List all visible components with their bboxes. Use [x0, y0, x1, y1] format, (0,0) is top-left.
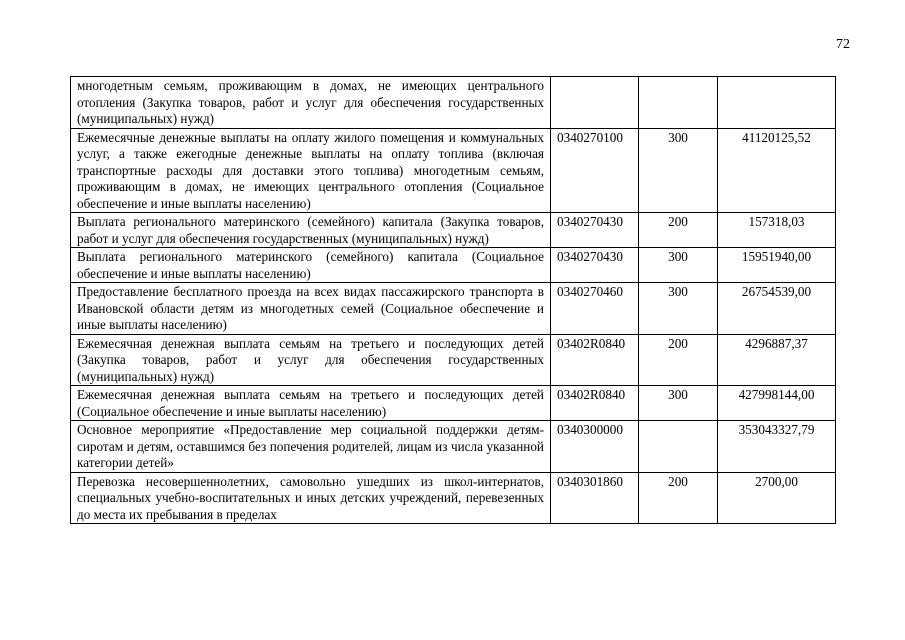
row-description: многодетным семьям, проживающим в домах, не имеющих центрального отопления (Закупка товаров, работ и услуг для обеспечения государственных (муниципальных) нужд) — [71, 77, 551, 129]
row-expense-type — [639, 77, 718, 129]
row-code: 0340270430 — [551, 213, 639, 248]
row-code: 03402R0840 — [551, 334, 639, 386]
row-expense-type: 200 — [639, 334, 718, 386]
row-expense-type: 200 — [639, 213, 718, 248]
budget-table — [70, 76, 836, 524]
row-expense-type: 300 — [639, 283, 718, 335]
row-amount: 2700,00 — [718, 472, 836, 524]
row-amount: 26754539,00 — [718, 283, 836, 335]
row-description: Выплата регионального материнского (семейного) капитала (Социальное обеспечение и иные выплаты населению) — [71, 248, 551, 283]
row-expense-type — [639, 421, 718, 473]
row-description: Ежемесячные денежные выплаты на оплату жилого помещения и коммунальных услуг, а также ежегодные денежные выплаты на оплату топлива (включая транспортные расходы для доставки этого топлива) многодетным семьям, проживающим в домах, не имеющих центрального отопления (Социальное обеспечение и иные выплаты населению) — [71, 128, 551, 213]
row-amount — [718, 77, 836, 129]
row-expense-type: 200 — [639, 472, 718, 524]
row-amount: 427998144,00 — [718, 386, 836, 421]
table-row — [71, 472, 836, 524]
row-amount: 15951940,00 — [718, 248, 836, 283]
table-row — [71, 421, 836, 473]
row-code: 03402R0840 — [551, 386, 639, 421]
row-description: Выплата регионального материнского (семейного) капитала (Закупка товаров, работ и услуг для обеспечения государственных (муниципальных) нужд) — [71, 213, 551, 248]
row-expense-type: 300 — [639, 386, 718, 421]
table-row — [71, 213, 836, 248]
row-amount: 157318,03 — [718, 213, 836, 248]
table-row — [71, 386, 836, 421]
table-row — [71, 248, 836, 283]
row-description: Предоставление бесплатного проезда на всех видах пассажирского транспорта в Ивановской области детям из многодетных семей (Социальное обеспечение и иные выплаты населению) — [71, 283, 551, 335]
row-code: 0340301860 — [551, 472, 639, 524]
row-code: 0340300000 — [551, 421, 639, 473]
row-description: Ежемесячная денежная выплата семьям на третьего и последующих детей (Закупка товаров, работ и услуг для обеспечения государственных (муниципальных) нужд) — [71, 334, 551, 386]
row-code — [551, 77, 639, 129]
table-row — [71, 77, 836, 129]
row-amount: 353043327,79 — [718, 421, 836, 473]
table-row — [71, 334, 836, 386]
row-code: 0340270100 — [551, 128, 639, 213]
row-description: Перевозка несовершеннолетних, самовольно ушедших из школ-интернатов, специальных учебно-воспитательных и иных детских учреждений, перевезенных до места их пребывания в пределах — [71, 472, 551, 524]
table-row — [71, 128, 836, 213]
row-expense-type: 300 — [639, 128, 718, 213]
table-row — [71, 283, 836, 335]
row-description: Основное мероприятие «Предоставление мер социальной поддержки детям-сиротам и детям, оставшимся без попечения родителей, лицам из числа указанной категории детей» — [71, 421, 551, 473]
row-expense-type: 300 — [639, 248, 718, 283]
row-amount: 41120125,52 — [718, 128, 836, 213]
page-number: 72 — [836, 37, 850, 52]
row-code: 0340270430 — [551, 248, 639, 283]
row-amount: 4296887,37 — [718, 334, 836, 386]
row-code: 0340270460 — [551, 283, 639, 335]
row-description: Ежемесячная денежная выплата семьям на третьего и последующих детей (Социальное обеспечение и иные выплаты населению) — [71, 386, 551, 421]
